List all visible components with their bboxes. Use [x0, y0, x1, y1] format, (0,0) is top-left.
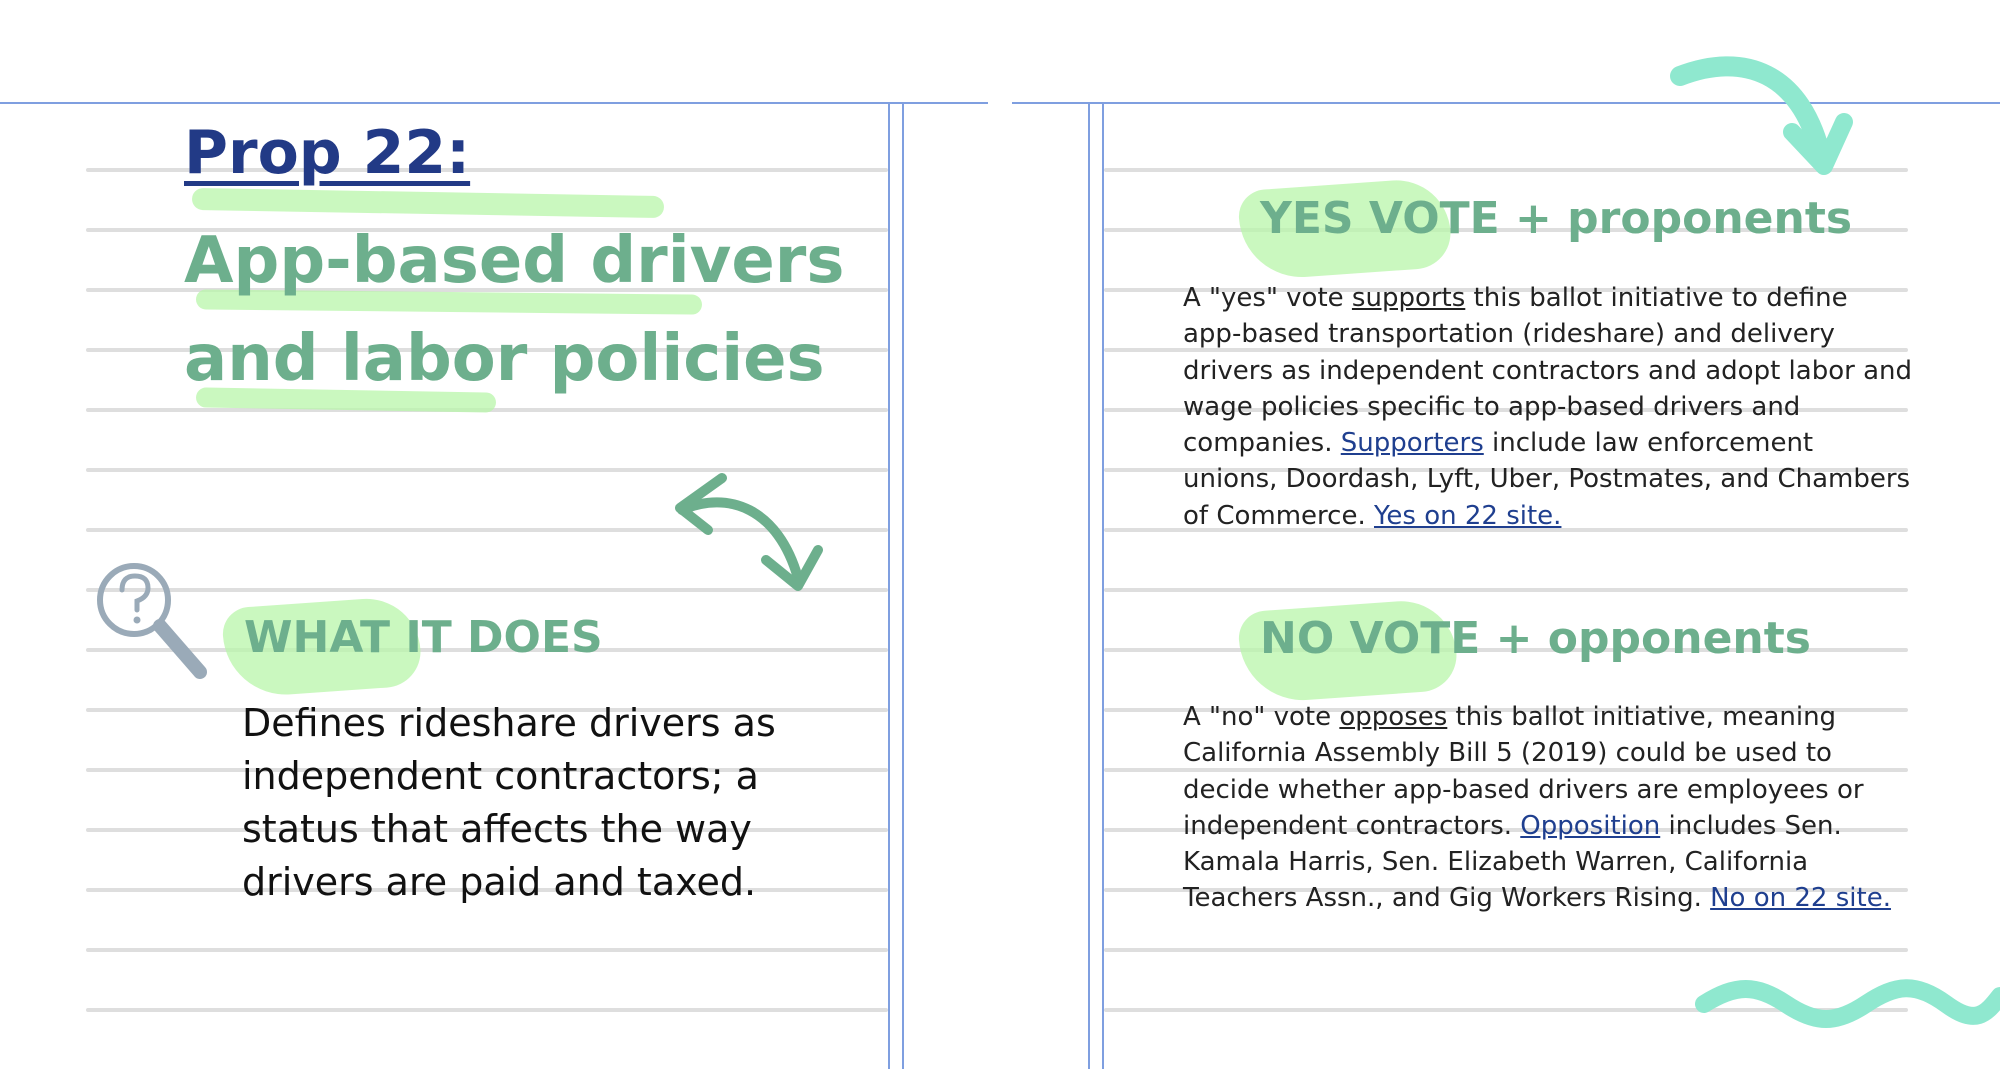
- yes-vote-paragraph: [1183, 280, 1913, 534]
- paragraph-text: includes Sen. Kamala Harris, Sen. Elizabeth Warren, California Teachers Assn., and Gig Workers Rising.: [1183, 810, 1842, 914]
- squiggle-icon: [1696, 974, 2000, 1034]
- margin-line: [1088, 102, 1090, 1069]
- paragraph-text: A "yes" vote: [1183, 283, 1352, 313]
- ruled-line: [1104, 948, 1908, 952]
- magnifier-question-icon: [92, 560, 212, 684]
- ruled-line: [86, 1008, 888, 1012]
- supports-text: supports: [1351, 283, 1466, 313]
- what-it-does-heading: WHAT IT DOES: [244, 612, 603, 663]
- ruled-line: [1104, 588, 1908, 592]
- paragraph-text: include law enforcement unions, Doordash, Lyft, Uber, Postmates, and Chambers of Commerce.: [1183, 428, 1911, 531]
- supporters-link[interactable]: Supporters: [1340, 428, 1484, 459]
- subtitle-line: and labor policies: [184, 322, 825, 396]
- margin-line: [888, 102, 890, 1069]
- no-on-22-site-link[interactable]: No on 22 site.: [1710, 883, 1891, 914]
- page-title: Prop 22:: [184, 118, 471, 188]
- margin-line: [1102, 102, 1104, 1069]
- yes-on-22-site-link[interactable]: Yes on 22 site.: [1373, 500, 1562, 531]
- paragraph-text: A "no" vote: [1183, 702, 1340, 732]
- curved-arrow-icon: [1672, 50, 1852, 180]
- page-top-line: [0, 102, 988, 104]
- page-subtitle: [184, 212, 884, 408]
- opposition-link[interactable]: Opposition: [1520, 810, 1661, 841]
- margin-line: [902, 102, 904, 1069]
- opposes-text: opposes: [1339, 702, 1448, 732]
- ruled-line: [86, 948, 888, 952]
- no-vote-heading: NO VOTE + opponents: [1260, 613, 1811, 664]
- paragraph-text: this ballot initiative, meaning California Assembly Bill 5 (2019) could be used to decide whether app-based drivers are employees or independent contractors.: [1183, 702, 1864, 841]
- no-vote-paragraph: [1183, 699, 1913, 917]
- yes-vote-heading: YES VOTE + proponents: [1260, 193, 1853, 244]
- paragraph-text: this ballot initiative to define app-based transportation (rideshare) and delivery drivers as independent contractors and adopt labor and wage policies specific to app-based drivers and companies.: [1183, 283, 1912, 459]
- description-text: Defines rideshare drivers as independent contractors; a status that affects the way drivers are paid and taxed.: [242, 701, 776, 904]
- subtitle-line: App-based drivers: [184, 224, 845, 298]
- right-notebook-page: [1012, 102, 2000, 1069]
- curved-arrow-icon: [668, 468, 828, 608]
